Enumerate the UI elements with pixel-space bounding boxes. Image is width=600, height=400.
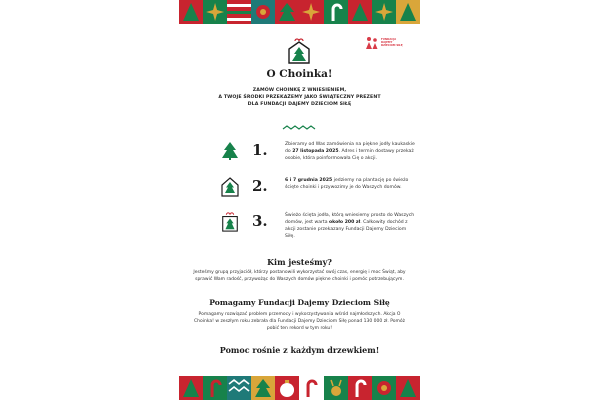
bottom-decor-band [179, 376, 420, 400]
about-text: Jesteśmy grupą przyjaciół, którzy postanowili wykorzystać swój czas, energię i moc Świąt, aby sprawić Wam radość, przywożąc do Waszych domów piękne choinki i pomóc potrzebującym. [193, 270, 406, 282]
step-text: Świeżo ścięta jodła, którą wniesiemy prosto do Waszych domów, jest warta około 200 zł. Całkowity dochód z akcji zostanie przekazany Fundacji Dajemy Dzieciom Siłę. [285, 213, 415, 239]
star-icon [299, 0, 323, 24]
step-number: 2. [252, 177, 268, 195]
partner-logo [365, 36, 405, 58]
stripes-icon [227, 0, 251, 24]
flower-icon [251, 0, 275, 24]
intro-line-3: DLA FUNDACJI DAJEMY DZIECIOM SIŁĘ [247, 102, 352, 107]
ornament-icon [275, 376, 299, 400]
partner-name: FUNDACJA DAJEMY DZIECIOM SIŁĘ [381, 38, 403, 47]
tree-icon [221, 141, 239, 161]
step-1 [217, 141, 417, 175]
candy-cane-icon [348, 376, 372, 400]
reindeer-icon [324, 376, 348, 400]
tree-icon [251, 376, 275, 400]
star-icon [203, 0, 227, 24]
step-text: 6 i 7 grudnia 2025 jedziemy na plantację po świeżo ścięte choinki i przywozimy je do Waszych domów. [285, 178, 409, 190]
step-text: Zbieramy od Was zamówienia na piękne jodły kaukaskie do 27 listopada 2025. Adres i termin dostawy przekaż osobie, która poinformowała Cię o akcji. [285, 142, 415, 161]
candy-cane-icon [299, 376, 323, 400]
wave-divider [282, 124, 318, 132]
tree-icon [275, 0, 299, 24]
tree-icon [396, 0, 420, 24]
star-icon [372, 0, 396, 24]
intro-line-1: ZAMÓW CHOINKĘ Z WNIESIENIEM, [252, 88, 347, 93]
tree-icon [179, 0, 203, 24]
tree-icon [348, 0, 372, 24]
step-3 [217, 212, 417, 246]
help-text: Pomagamy rozwiązać problem przemocy i wykorzystywania wśród najmłodszych. Akcja O Choinka! w zeszłym roku zebrała dla Fundacji Dajemy Dzieciom Siłę ponad 130 000 zł. Pomóż pobić ten rekord w tym roku! [193, 312, 406, 331]
step-number: 3. [252, 212, 268, 230]
step-2 [217, 177, 417, 211]
step-number: 1. [252, 141, 268, 159]
tree-house-logo-icon [288, 37, 310, 64]
tree-house-icon [221, 177, 239, 197]
zigzag-icon [227, 376, 251, 400]
top-decor-band [179, 0, 420, 24]
poster [179, 0, 420, 400]
page-title: O Choinka! [266, 68, 333, 80]
gift-tree-icon [221, 212, 239, 232]
children-figures-icon [365, 36, 379, 50]
tree-icon [179, 376, 203, 400]
closing-heading: Pomoc rośnie z każdym drzewkiem! [219, 345, 380, 355]
about-heading: Kim jesteśmy? [267, 257, 332, 267]
tree-icon [396, 376, 420, 400]
help-heading: Pomagamy Fundacji Dajemy Dzieciom Siłę [209, 298, 390, 307]
candy-cane-icon [324, 0, 348, 24]
flower-icon [372, 376, 396, 400]
intro-line-2: A TWOJE ŚRODKI PRZEKAŻEMY JAKO ŚWIĄTECZNY PREZENT [218, 95, 381, 100]
candy-cane-icon [203, 376, 227, 400]
intro-text [189, 87, 410, 108]
